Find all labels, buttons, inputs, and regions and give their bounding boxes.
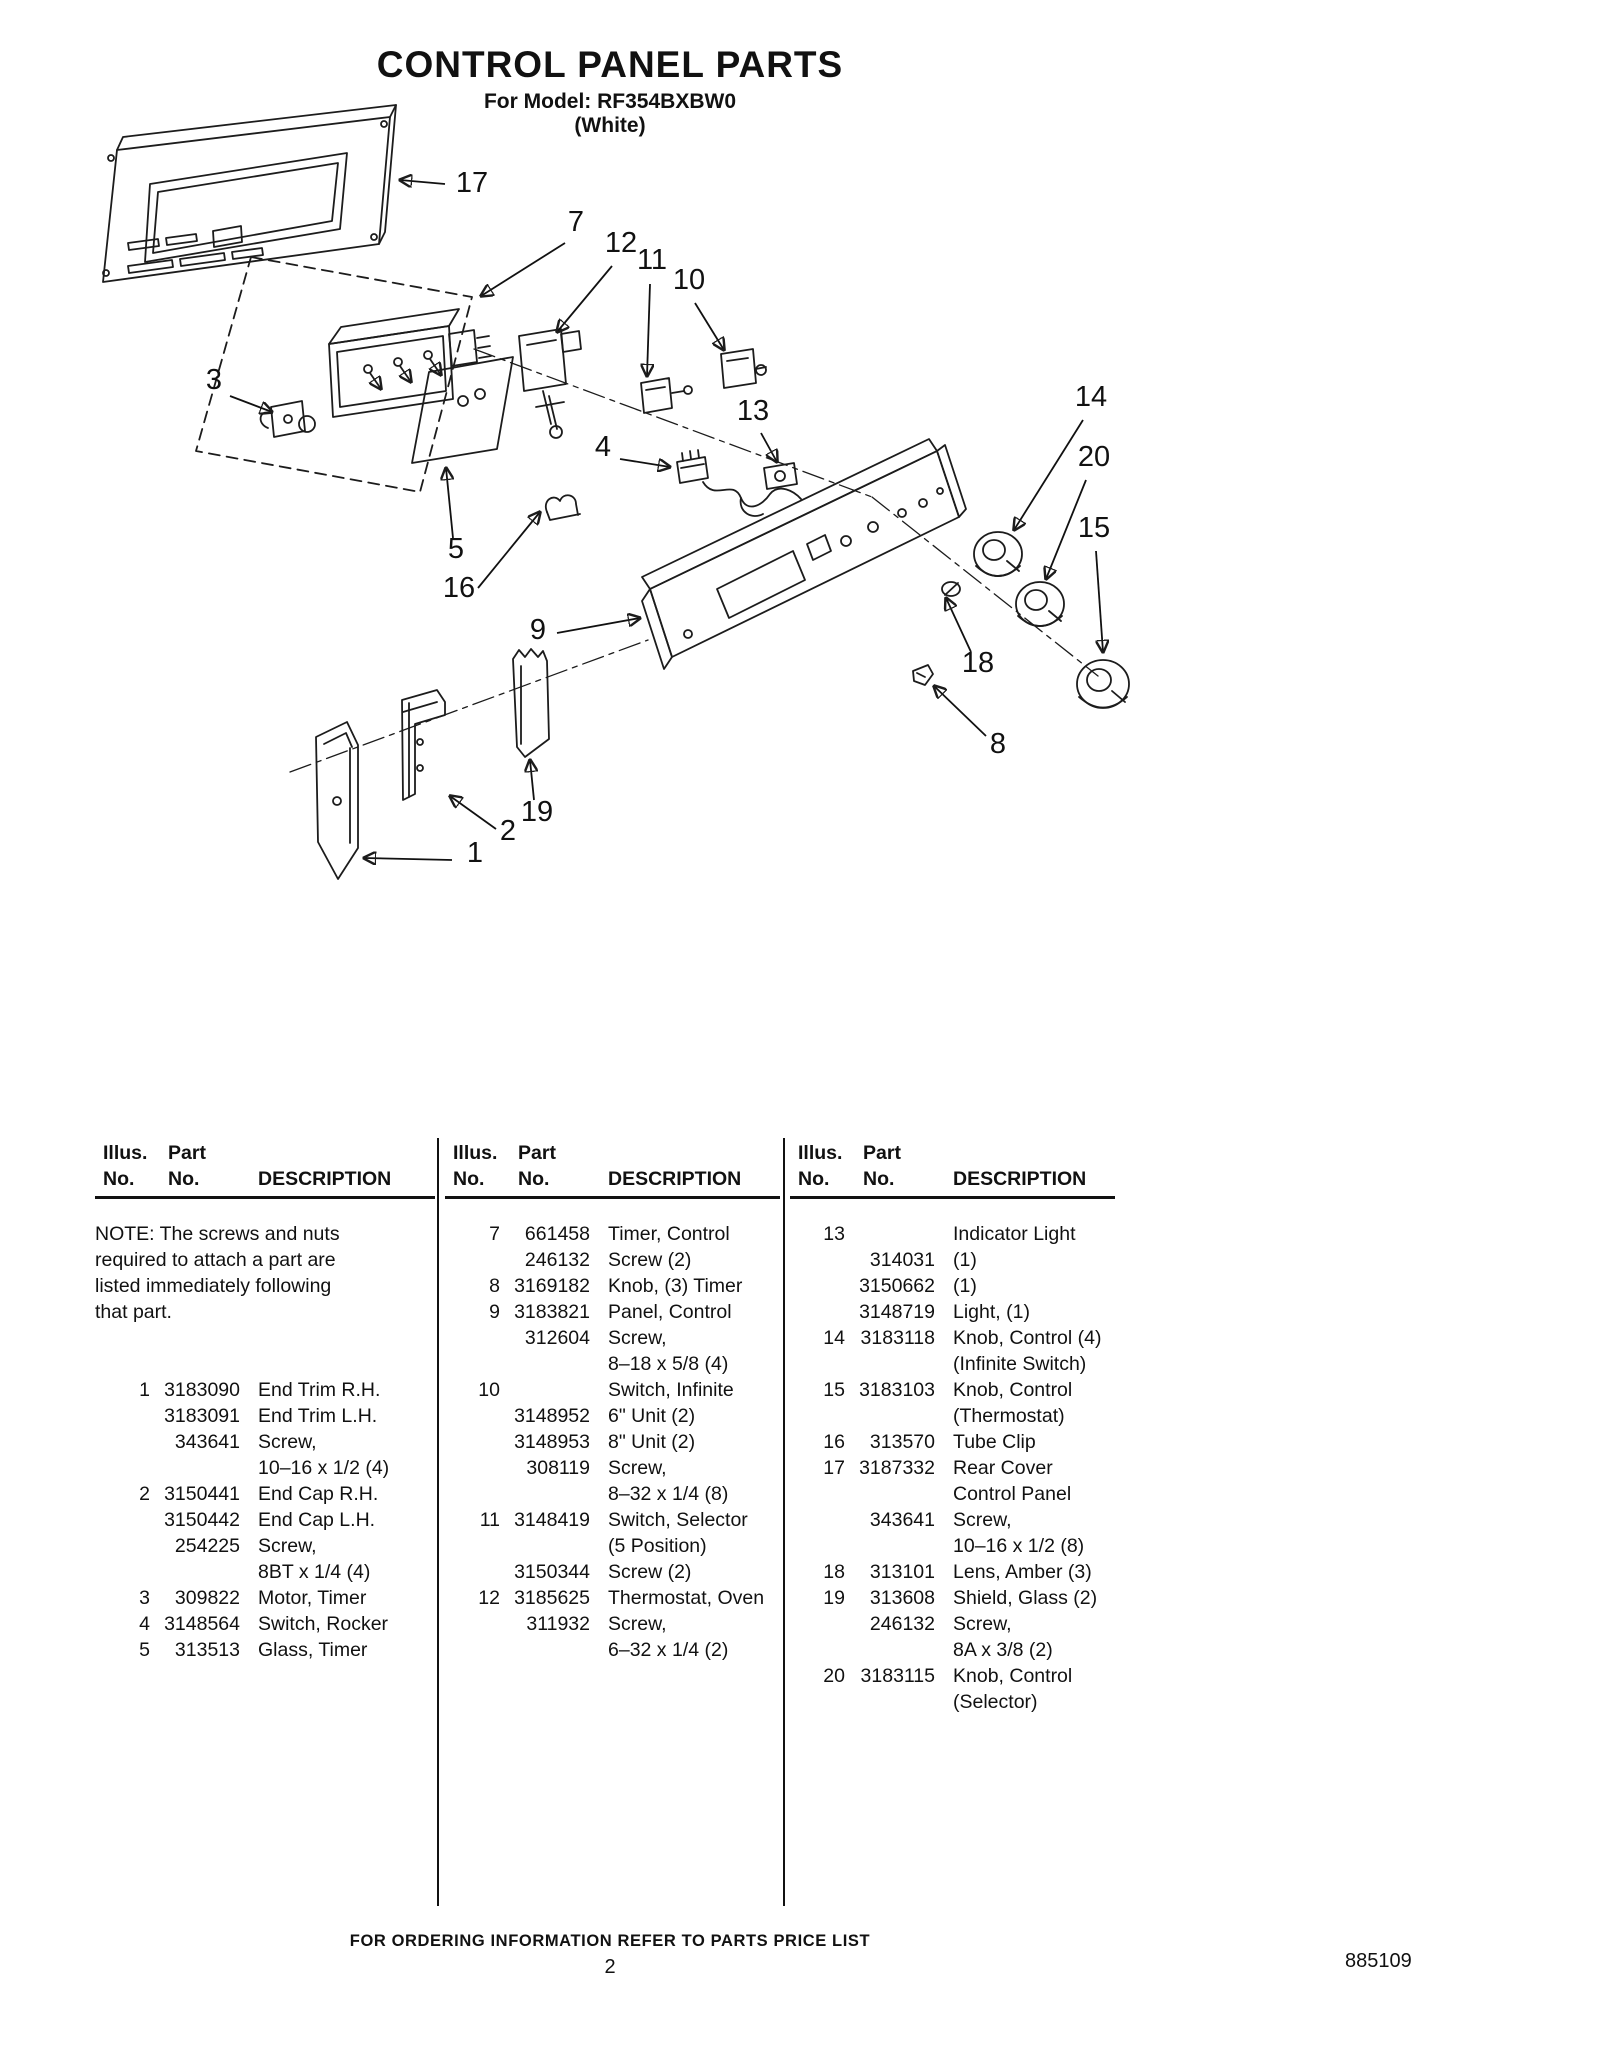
callout-label-9: 9: [529, 614, 547, 646]
part-no: 3185625: [514, 1587, 590, 1609]
header-part: Part: [168, 1142, 206, 1164]
header-description: DESCRIPTION: [608, 1168, 742, 1190]
part-row: [445, 1429, 780, 1455]
callout-leader-1: [364, 858, 452, 860]
part-row: [445, 1585, 780, 1611]
callout-label-19: 19: [520, 796, 554, 828]
illus-no: 2: [139, 1483, 150, 1505]
part-row: [790, 1585, 1115, 1611]
part-description: Knob, (3) Timer: [608, 1275, 743, 1297]
part-no: 3150442: [164, 1509, 240, 1531]
illus-no: 7: [489, 1223, 500, 1245]
illus-no: 10: [478, 1379, 500, 1401]
column-header: [95, 1140, 435, 1199]
header-no: No.: [453, 1168, 485, 1190]
column-divider: [783, 1138, 785, 1906]
illus-no: 4: [139, 1613, 150, 1635]
knob-infinite-part: [974, 532, 1022, 576]
part-no: 3148953: [514, 1431, 590, 1453]
part-no: 3169182: [514, 1275, 590, 1297]
part-no: 254225: [174, 1535, 240, 1557]
tube-clip-part: [546, 495, 580, 520]
callout-leader-13: [761, 433, 777, 462]
illus-no: [790, 1507, 845, 1559]
model-line: For Model: RF354BXBW0: [483, 90, 737, 113]
part-no: 309822: [174, 1587, 240, 1609]
illus-no: 3: [139, 1587, 150, 1609]
part-description: (1): [953, 1275, 977, 1297]
callout-leader-9: [557, 618, 640, 633]
part-row: [790, 1247, 1115, 1273]
part-description: Switch, Infinite: [608, 1379, 734, 1401]
parts-column-1: [95, 1140, 435, 1663]
part-description: Shield, Glass (2): [953, 1587, 1098, 1609]
callout-label-10: 10: [672, 264, 706, 296]
part-description: Screw (2): [608, 1249, 692, 1271]
timer-motor-part: [261, 401, 315, 437]
part-no: 3183821: [514, 1301, 590, 1323]
illus-no: 20: [823, 1665, 845, 1687]
part-no: [500, 1377, 590, 1403]
control-panel-part: [642, 439, 966, 669]
callout-label-20: 20: [1077, 441, 1111, 473]
part-no: 313101: [869, 1561, 935, 1583]
part-description: (1): [953, 1249, 977, 1271]
header-description: DESCRIPTION: [953, 1168, 1087, 1190]
part-row: [790, 1377, 1115, 1429]
part-description: Screw, 8BT x 1/4 (4): [258, 1535, 371, 1583]
part-description: Light, (1): [953, 1301, 1030, 1323]
part-row: [790, 1559, 1115, 1585]
rocker-switch-part: [677, 450, 708, 483]
callout-leader-3: [230, 396, 272, 412]
part-row: [95, 1585, 435, 1611]
part-description: End Cap L.H.: [258, 1509, 376, 1531]
part-row: [445, 1325, 780, 1377]
parts-column-2: [445, 1140, 780, 1663]
callout-leader-19: [530, 760, 534, 800]
end-trim-part: [316, 722, 358, 879]
selector-switch-part: [641, 378, 692, 413]
part-row: [445, 1559, 780, 1585]
callout-leader-12: [557, 266, 612, 332]
callout-label-8: 8: [989, 728, 1007, 760]
callout-leader-2: [450, 796, 496, 829]
callout-leader-11: [647, 284, 650, 376]
illus-no: 12: [478, 1587, 500, 1609]
part-row: [95, 1507, 435, 1533]
callout-leader-17: [400, 180, 445, 184]
part-row: [790, 1221, 1115, 1247]
column-header: [790, 1140, 1115, 1199]
column-header: [445, 1140, 780, 1199]
wire-harness: [703, 482, 801, 516]
callout-leader-15: [1096, 551, 1103, 652]
illus-no: [790, 1247, 845, 1273]
illus-no: 17: [823, 1457, 845, 1479]
part-no: 313570: [869, 1431, 935, 1453]
part-no: 313513: [174, 1639, 240, 1661]
illus-no: 9: [489, 1301, 500, 1323]
callout-label-4: 4: [594, 431, 612, 463]
part-description: Panel, Control: [608, 1301, 732, 1323]
part-row: [95, 1533, 435, 1585]
header-no: No.: [518, 1168, 550, 1190]
illus-no: [95, 1507, 150, 1533]
illus-no: 14: [823, 1327, 845, 1349]
indicator-light-part: [764, 463, 797, 489]
knob-selector-part: [1016, 582, 1064, 626]
illus-no: [445, 1429, 500, 1455]
part-no: 3148719: [859, 1301, 935, 1323]
part-description: Knob, Control (4) (Infinite Switch): [953, 1327, 1102, 1375]
part-no: 246132: [869, 1613, 935, 1635]
part-description: Lens, Amber (3): [953, 1561, 1092, 1583]
ordering-note: FOR ORDERING INFORMATION REFER TO PARTS PRICE LIST: [349, 1932, 871, 1950]
part-row: [790, 1507, 1115, 1559]
illus-no: 13: [823, 1223, 845, 1245]
part-row: [790, 1663, 1115, 1715]
illus-no: 15: [823, 1379, 845, 1401]
timer-control-part: [519, 329, 581, 438]
illus-no: [95, 1429, 150, 1481]
illus-no: [445, 1325, 500, 1377]
timer-knob-part: [913, 665, 933, 685]
illus-no: [95, 1533, 150, 1585]
part-no: 343641: [869, 1509, 935, 1531]
page-title: CONTROL PANEL PARTS: [376, 44, 844, 85]
infinite-switch-part: [721, 349, 766, 388]
part-row: [790, 1299, 1115, 1325]
illus-no: [445, 1403, 500, 1429]
part-row: [95, 1611, 435, 1637]
part-row: [790, 1611, 1115, 1663]
part-row: [445, 1403, 780, 1429]
part-no: 3187332: [859, 1457, 935, 1479]
part-description: Screw, 10–16 x 1/2 (8): [953, 1509, 1085, 1557]
part-description: Thermostat, Oven: [608, 1587, 765, 1609]
part-no: 314031: [869, 1249, 935, 1271]
header-illus: Illus.: [798, 1142, 843, 1164]
part-description: Screw, 8–32 x 1/4 (8): [608, 1457, 729, 1505]
document-number: 885109: [1345, 1950, 1412, 1972]
illus-no: [445, 1247, 500, 1273]
part-no: 3148419: [514, 1509, 590, 1531]
part-row: [445, 1611, 780, 1663]
callout-label-5: 5: [447, 533, 465, 565]
part-row: [445, 1299, 780, 1325]
illus-no: [95, 1403, 150, 1429]
part-description: Timer, Control: [608, 1223, 730, 1245]
illus-no: [790, 1299, 845, 1325]
callout-leader-16: [478, 512, 540, 588]
part-no: 3183103: [859, 1379, 935, 1401]
part-description: Screw, 8–18 x 5/8 (4): [608, 1327, 729, 1375]
part-row: [790, 1273, 1115, 1299]
part-no: 3183118: [860, 1327, 935, 1349]
part-row: [445, 1221, 780, 1247]
part-row: [95, 1481, 435, 1507]
header-part: Part: [518, 1142, 556, 1164]
part-no: 311932: [526, 1613, 590, 1635]
illus-no: [445, 1611, 500, 1663]
part-description: End Cap R.H.: [258, 1483, 379, 1505]
callout-leader-10: [695, 303, 724, 350]
callout-leader-7: [481, 243, 565, 296]
callout-label-15: 15: [1077, 512, 1111, 544]
illus-no: 18: [823, 1561, 845, 1583]
callout-leader-8: [934, 686, 986, 736]
exploded-parts-diagram: [0, 0, 1600, 920]
callout-label-7: 7: [567, 206, 585, 238]
callout-label-14: 14: [1074, 381, 1108, 413]
part-row: [95, 1429, 435, 1481]
part-description: 6" Unit (2): [608, 1405, 696, 1427]
part-description: End Trim L.H.: [258, 1405, 378, 1427]
callout-label-13: 13: [736, 395, 770, 427]
page-number: 2: [604, 1956, 616, 1978]
part-description: Glass, Timer: [258, 1639, 368, 1661]
part-no: 3150662: [859, 1275, 935, 1297]
header-no: No.: [103, 1168, 135, 1190]
part-no: 3183115: [860, 1665, 935, 1687]
part-row: [445, 1377, 780, 1403]
part-row: [790, 1455, 1115, 1507]
callout-label-18: 18: [961, 647, 995, 679]
part-row: [445, 1247, 780, 1273]
illus-no: [445, 1559, 500, 1585]
callout-leader-18: [946, 598, 971, 652]
part-row: [790, 1429, 1115, 1455]
part-description: Screw, 10–16 x 1/2 (4): [258, 1431, 390, 1479]
header-part: Part: [863, 1142, 901, 1164]
part-no: 3148952: [514, 1405, 590, 1427]
part-description: Motor, Timer: [258, 1587, 367, 1609]
part-row: [445, 1455, 780, 1507]
part-no: 343641: [174, 1431, 240, 1453]
part-no: 246132: [524, 1249, 590, 1271]
callout-label-16: 16: [442, 572, 476, 604]
end-cap-part: [402, 690, 445, 800]
part-row: [790, 1325, 1115, 1377]
knob-thermostat-part: [1077, 660, 1129, 708]
callout-label-1: 1: [466, 837, 484, 869]
callout-label-3: 3: [205, 364, 223, 396]
part-description: Screw, 6–32 x 1/4 (2): [608, 1613, 729, 1661]
part-description: Screw (2): [608, 1561, 692, 1583]
illus-no: [790, 1611, 845, 1663]
header-no: No.: [863, 1168, 895, 1190]
part-no: [845, 1221, 935, 1247]
timer-glass-part: [412, 357, 513, 463]
callout-leader-4: [620, 459, 670, 467]
part-no: 3183090: [164, 1379, 240, 1401]
callout-label-2: 2: [499, 815, 517, 847]
header-no: No.: [798, 1168, 830, 1190]
part-row: [445, 1273, 780, 1299]
part-no: 308119: [526, 1457, 590, 1479]
part-row: [95, 1377, 435, 1403]
part-no: 312604: [524, 1327, 590, 1349]
header-no: No.: [168, 1168, 200, 1190]
part-description: Knob, Control (Thermostat): [953, 1379, 1073, 1427]
illus-no: 1: [139, 1379, 150, 1401]
part-description: Rear Cover Control Panel: [953, 1457, 1072, 1505]
illus-no: 11: [479, 1509, 500, 1531]
rear-cover-part: [103, 105, 396, 282]
illus-no: 19: [823, 1587, 845, 1609]
part-no: 313608: [869, 1587, 935, 1609]
part-row: [95, 1637, 435, 1663]
screws-note: NOTE: The screws and nuts required to attach a part are listed immediately following that part.: [95, 1223, 340, 1323]
callout-leader-5: [446, 468, 453, 538]
illus-no: [790, 1273, 845, 1299]
part-description: Indicator Light: [953, 1223, 1076, 1245]
centerline: [474, 349, 872, 497]
callout-label-12: 12: [604, 227, 638, 259]
timer-assembly-part: [329, 309, 491, 417]
parts-rows: [790, 1221, 1115, 1715]
glass-shield-part: [513, 649, 549, 757]
amber-lens-part: [942, 582, 960, 596]
part-no: 3148564: [164, 1613, 240, 1635]
illus-no: 5: [139, 1639, 150, 1661]
part-no: 3150441: [164, 1483, 240, 1505]
parts-rows: [95, 1377, 435, 1663]
part-description: Knob, Control (Selector): [953, 1665, 1073, 1713]
parts-rows: [445, 1221, 780, 1663]
illus-no: [445, 1455, 500, 1507]
callout-label-11: 11: [636, 244, 668, 276]
centerline: [290, 640, 648, 772]
part-description: End Trim R.H.: [258, 1379, 381, 1401]
part-description: Switch, Rocker: [258, 1613, 389, 1635]
part-description: 8" Unit (2): [608, 1431, 696, 1453]
illus-no: 16: [823, 1431, 845, 1453]
header-illus: Illus.: [453, 1142, 498, 1164]
header-illus: Illus.: [103, 1142, 148, 1164]
part-description: Screw, 8A x 3/8 (2): [953, 1613, 1053, 1661]
part-row: [95, 1403, 435, 1429]
part-no: 661458: [524, 1223, 590, 1245]
part-no: 3150344: [514, 1561, 590, 1583]
callout-label-17: 17: [455, 167, 489, 199]
color-line: (White): [574, 114, 646, 137]
parts-column-3: [790, 1140, 1115, 1715]
header-description: DESCRIPTION: [258, 1168, 392, 1190]
part-no: 3183091: [164, 1405, 240, 1427]
part-description: Tube Clip: [953, 1431, 1036, 1453]
part-row: [445, 1507, 780, 1559]
part-description: Switch, Selector (5 Position): [608, 1509, 748, 1557]
detail-box-outline: [196, 257, 472, 492]
illus-no: 8: [489, 1275, 500, 1297]
column-divider: [437, 1138, 439, 1906]
